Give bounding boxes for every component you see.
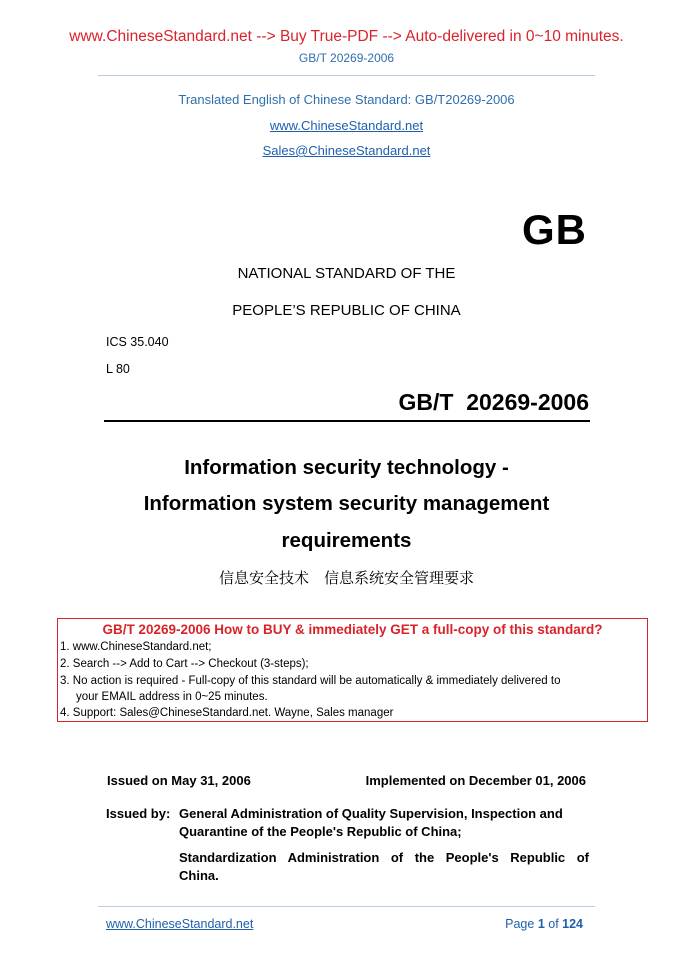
page-of: of [544, 917, 563, 931]
title-line1: Information security technology - [184, 456, 509, 479]
classification-code: L 80 [106, 362, 130, 376]
standard-code: GB/T 20269-2006 [398, 389, 589, 415]
page-total: 124 [562, 917, 583, 931]
gb-mark: GB [522, 206, 587, 253]
issued-date: Issued on May 31, 2006 [107, 773, 251, 788]
chinese-title: 信息安全技术 信息系统安全管理要求 [218, 569, 474, 587]
title-line3: requirements [281, 529, 412, 552]
page-prefix: Page [505, 917, 538, 931]
issuer-org1-line1: General Administration of Quality Supervision, Inspection and [179, 806, 563, 821]
header-standard-code: GB/T 20269-2006 [298, 51, 395, 65]
title-line2: Information system security management [143, 492, 550, 515]
buy-step-1[interactable]: 1. www.ChineseStandard.net; [60, 641, 212, 653]
issuer-org2-line2: China. [179, 868, 219, 883]
website-link[interactable]: www.ChineseStandard.net [269, 118, 424, 133]
national-standard-line2: PEOPLE’S REPUBLIC OF CHINA [232, 302, 461, 319]
national-standard-line1: NATIONAL STANDARD OF THE [237, 265, 456, 282]
issuer-org1-line2: Quarantine of the People's Republic of China; [179, 824, 462, 839]
buy-step-4: 4. Support: Sales@ChineseStandard.net. Wayne, Sales manager [60, 707, 394, 719]
buy-step-2: 2. Search --> Add to Cart --> Checkout (3-steps); [60, 658, 309, 670]
issuer-org2-line1: Standardization Administration of the People's Republic of [179, 850, 589, 865]
top-banner[interactable]: www.ChineseStandard.net --> Buy True-PDF --> Auto-delivered in 0~10 minutes. [69, 28, 624, 45]
buy-info-box [57, 618, 648, 722]
header-divider [98, 75, 595, 76]
translated-line: Translated English of Chinese Standard: GB/T20269-2006 [178, 92, 515, 107]
buy-step-3: 3. No action is required - Full-copy of this standard will be automatically & immediately delivered to [60, 675, 561, 687]
buy-step-3-cont: your EMAIL address in 0~25 minutes. [60, 691, 268, 703]
issued-by-label: Issued by: [106, 806, 171, 821]
implemented-date: Implemented on December 01, 2006 [365, 773, 586, 788]
buy-box-title[interactable]: GB/T 20269-2006 How to BUY & immediately GET a full-copy of this standard? [102, 622, 603, 637]
page-indicator [505, 917, 583, 931]
footer-divider [98, 906, 595, 907]
ics-code: ICS 35.040 [106, 335, 169, 349]
code-rule [104, 420, 590, 422]
page-current: 1 [537, 917, 545, 931]
email-link[interactable]: Sales@ChineseStandard.net [262, 143, 431, 158]
footer-website-link[interactable]: www.ChineseStandard.net [106, 917, 254, 931]
